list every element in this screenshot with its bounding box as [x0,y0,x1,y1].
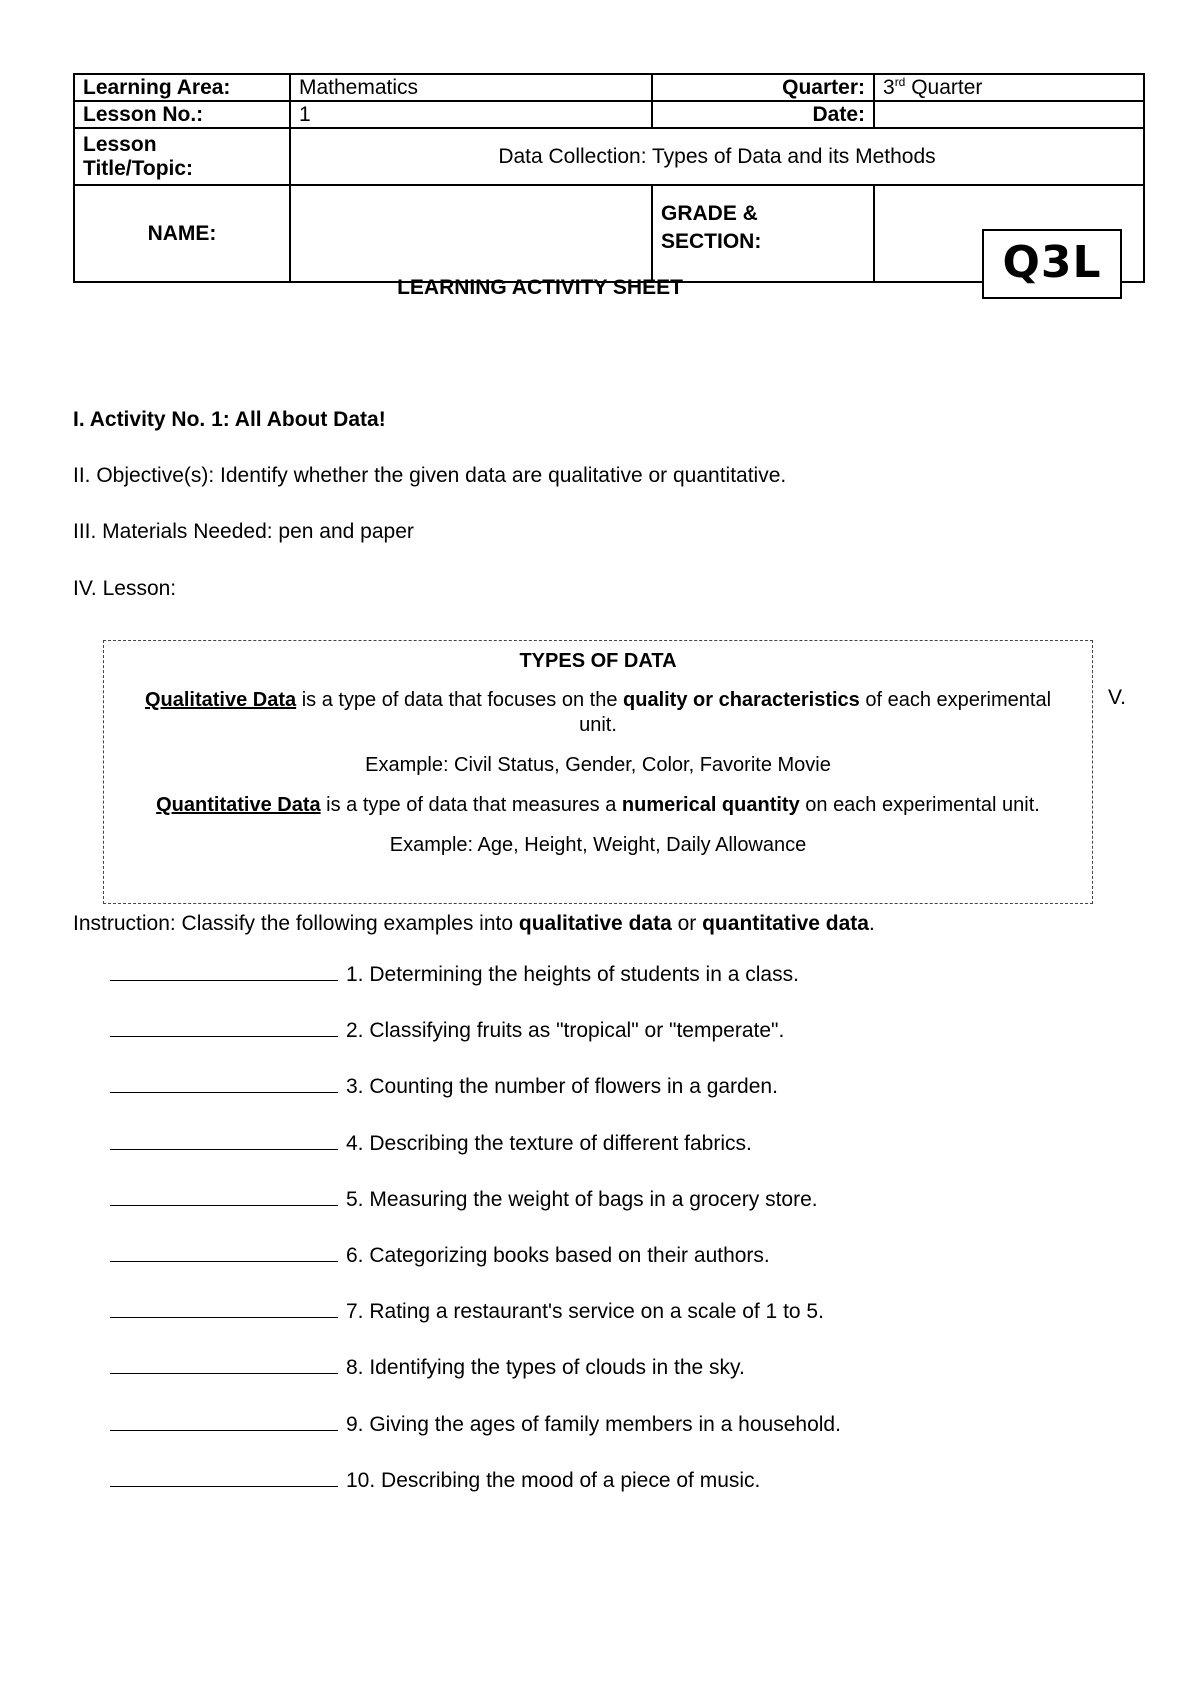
quarter-value [874,74,1144,101]
instruction-bold1: qualitative data [518,912,672,935]
list-item [110,1299,841,1355]
grade-label-line1: GRADE & [661,202,758,225]
answer-blank[interactable] [110,1243,338,1262]
item-text: 2. Classifying fruits as "tropical" or "temperate". [346,1019,785,1043]
learning-area-value: Mathematics [290,74,652,101]
list-item [110,1018,841,1074]
qualitative-definition [104,688,1092,738]
answer-blank[interactable] [110,1074,338,1093]
sheet-title: LEARNING ACTIVITY SHEET [397,276,683,299]
quarter-ordinal: rd [894,74,906,89]
quantitative-term: Quantitative Data [156,794,321,816]
instruction-prefix: Instruction: Classify the following examples into [73,912,519,935]
types-of-data-box [103,640,1093,904]
qual-def-bold: quality or characteristics [623,689,860,711]
name-label: NAME: [74,185,290,282]
item-text: 8. Identifying the types of clouds in the sky. [346,1356,745,1380]
quant-def-a: is a type of data that measures a [320,794,622,816]
learning-area-label: Learning Area: [74,74,290,101]
q3l-badge: Q3L [982,229,1122,299]
quarter-number: 3 [883,75,895,99]
lesson-title-label [74,128,290,185]
item-text: 1. Determining the heights of students in a class. [346,963,799,986]
lesson-title-value: Data Collection: Types of Data and its Methods [290,128,1144,185]
grade-label-line2: SECTION: [661,230,762,253]
list-item [110,1412,841,1468]
answer-blank[interactable] [110,1468,338,1487]
list-item [110,1355,841,1411]
lesson-title-label-line2: Title/Topic: [83,156,194,180]
name-field[interactable] [290,185,652,282]
lesson-line: IV. Lesson: [73,577,177,600]
list-item [110,1074,841,1130]
lesson-no-value: 1 [290,101,652,128]
quarter-label: Quarter: [652,74,874,101]
instruction-line [73,912,875,936]
item-text: 3. Counting the number of flowers in a garden. [346,1075,778,1099]
answer-blank[interactable] [110,1131,338,1150]
instruction-suffix: . [868,912,875,935]
quarter-text: Quarter [905,75,983,99]
list-item [110,1131,841,1187]
instruction-bold2: quantitative data [702,912,869,935]
item-text: 6. Categorizing books based on their authors. [346,1243,770,1267]
qualitative-example: Example: Civil Status, Gender, Color, Favorite Movie [365,754,831,776]
list-item [110,1243,841,1299]
qual-def-b: of each experimental unit. [579,689,1052,736]
activity-heading: I. Activity No. 1: All About Data! [73,408,386,431]
box-title: TYPES OF DATA [519,650,677,672]
lesson-title-label-line1: Lesson [83,132,157,156]
answer-blank[interactable] [110,1412,338,1431]
item-text: 7. Rating a restaurant's service on a scale of 1 to 5. [346,1300,824,1324]
item-text: 10. Describing the mood of a piece of music. [346,1468,761,1492]
objective-line: II. Objective(s): Identify whether the given data are qualitative or quantitative. [73,464,787,487]
item-text: 4. Describing the texture of different fabrics. [346,1131,752,1155]
date-field[interactable] [874,101,1144,128]
list-item [110,1468,841,1524]
question-list [110,962,841,1524]
answer-blank[interactable] [110,1018,338,1037]
answer-blank[interactable] [110,1299,338,1318]
date-label: Date: [652,101,874,128]
grade-section-label [652,185,874,282]
answer-blank[interactable] [110,1187,338,1206]
list-item [110,962,841,1018]
quant-def-bold: numerical quantity [621,794,800,816]
quant-def-b: on each experimental unit. [799,794,1040,816]
answer-blank[interactable] [110,1355,338,1374]
lesson-no-label: Lesson No.: [74,101,290,128]
item-text: 9. Giving the ages of family members in a household. [346,1412,841,1436]
qual-def-a: is a type of data that focuses on the [296,689,624,711]
list-item [110,1187,841,1243]
item-text: 5. Measuring the weight of bags in a grocery store. [346,1187,818,1211]
answer-blank[interactable] [110,962,338,981]
materials-line: III. Materials Needed: pen and paper [73,520,414,543]
quantitative-definition [104,793,1092,818]
section-v-marker: V. [1108,686,1126,709]
qualitative-term: Qualitative Data [144,689,297,711]
quantitative-example: Example: Age, Height, Weight, Daily Allowance [389,834,807,856]
instruction-mid: or [671,912,703,935]
